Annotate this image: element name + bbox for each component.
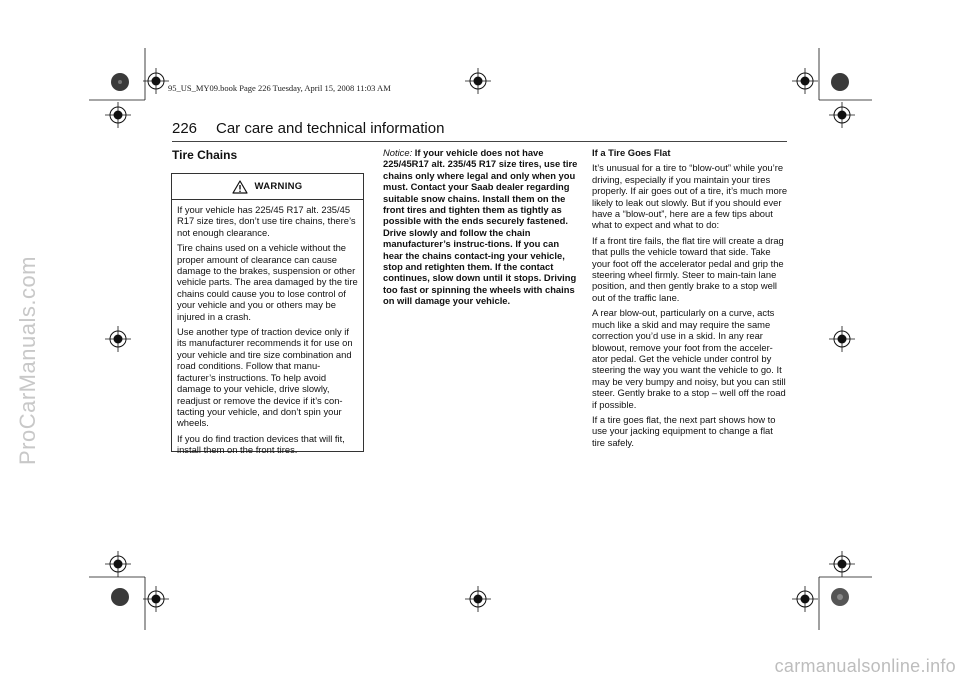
registration-mark-icon	[105, 326, 131, 352]
dark-registration-dot-icon	[108, 585, 132, 609]
warning-paragraph: If you do find traction devices that will fit, install them on the front tires.	[177, 432, 345, 456]
warning-title: WARNING	[254, 181, 303, 192]
registration-mark-icon	[465, 68, 491, 94]
flat-tire-section	[592, 147, 788, 452]
dark-registration-dot-icon	[108, 70, 132, 94]
section-title: Car care and technical information	[216, 120, 445, 137]
registration-mark-icon	[105, 551, 131, 577]
side-watermark: ProCarManuals.com	[15, 255, 40, 465]
dark-registration-dot-icon	[828, 70, 852, 94]
page-number: 226	[172, 120, 198, 137]
flat-tire-paragraph: If a tire goes flat, the next part shows how to use your jacking equipment to change a flat tire safely.	[592, 413, 776, 448]
registration-mark-icon	[792, 68, 818, 94]
print-header: 95_US_MY09.book Page 226 Tuesday, April 15, 2008 11:03 AM	[168, 83, 391, 93]
registration-mark-icon	[792, 586, 818, 612]
warning-header	[172, 174, 363, 200]
notice-label: Notice:	[383, 147, 413, 158]
flat-tire-paragraph: It’s unusual for a tire to “blow-out” while you’re driving, especially if you maintain your tires properly. If air goes out of a tire, it’s much more likely to leak out slowly. But if you should ever have a “blow-out”, here are a few tips about what to expect and what to do:	[592, 162, 788, 231]
registration-mark-icon	[105, 102, 131, 128]
notice-block	[383, 147, 579, 307]
flat-tire-paragraph: If a front tire fails, the flat tire will create a drag that pulls the vehicle toward that side. Take your foot off the accelerator pedal and grip the steering wheel firmly. Steer to main-tain lane position, and then gently brake to a stop well out of the traffic lane.	[592, 234, 784, 303]
warning-body	[172, 200, 363, 456]
registration-mark-icon	[465, 586, 491, 612]
flat-tire-paragraph: A rear blow-out, particularly on a curve, acts much like a skid and may require the same correction you’d use in a skid. In any rear blowout, remove your foot from the acceler-ator pedal. Get the vehicle under control by steering the way you want the vehicle to go. It may be very bumpy and noisy, but you can still steer. Gently brake to a stop – well off the road if possible.	[592, 307, 786, 410]
registration-mark-icon	[829, 551, 855, 577]
header-divider	[172, 141, 787, 142]
notice-text: If your vehicle does not have 225/45R17 alt. 235/45 R17 size tires, use tire chains only where legal and only when you must. Contact your Saab dealer regarding suitable snow chains. Install them on the front tires and tighten them as tightly as possible with the ends securely fastened. Drive slowly and follow the chain manufacturer’s instruc-tions. If you can hear the chains contact-ing your vehicle, stop and retighten them. If the contact continues, slow down until it stops. Driving too fast or spinning the wheels with chains on will damage your vehicle.	[383, 147, 578, 307]
warning-triangle-icon	[232, 180, 248, 194]
registration-mark-icon	[143, 68, 169, 94]
registration-mark-icon	[143, 586, 169, 612]
tire-chains-heading: Tire Chains	[172, 148, 238, 162]
registration-mark-icon	[829, 102, 855, 128]
registration-mark-icon	[829, 326, 855, 352]
warning-paragraph: If your vehicle has 225/45 R17 alt. 235/45 R17 size tires, don’t use tire chains, there’s not enough clearance.	[177, 204, 356, 238]
warning-box	[171, 173, 364, 456]
warning-paragraph: Use another type of traction device only if its manufacturer recommends it for use on your vehicle and tire size combination and road conditions. Follow that manu-facturer’s instructions. To help avoid damage to your vehicle, drive slowly, readjust or remove the device if it’s con-tacting your vehicle, and don’t spin your wheels.	[177, 326, 353, 429]
flat-tire-heading: If a Tire Goes Flat	[592, 147, 671, 158]
warning-paragraph: Tire chains used on a vehicle without the proper amount of clearance can cause damage to the brakes, suspension or other vehicle parts. The area damaged by the tire chains could cause you to lose control of your vehicle and you or others may be injured in a crash.	[177, 242, 358, 322]
footer-watermark: carmanualsonline.info	[774, 656, 956, 676]
dark-registration-dot-icon	[828, 585, 852, 609]
